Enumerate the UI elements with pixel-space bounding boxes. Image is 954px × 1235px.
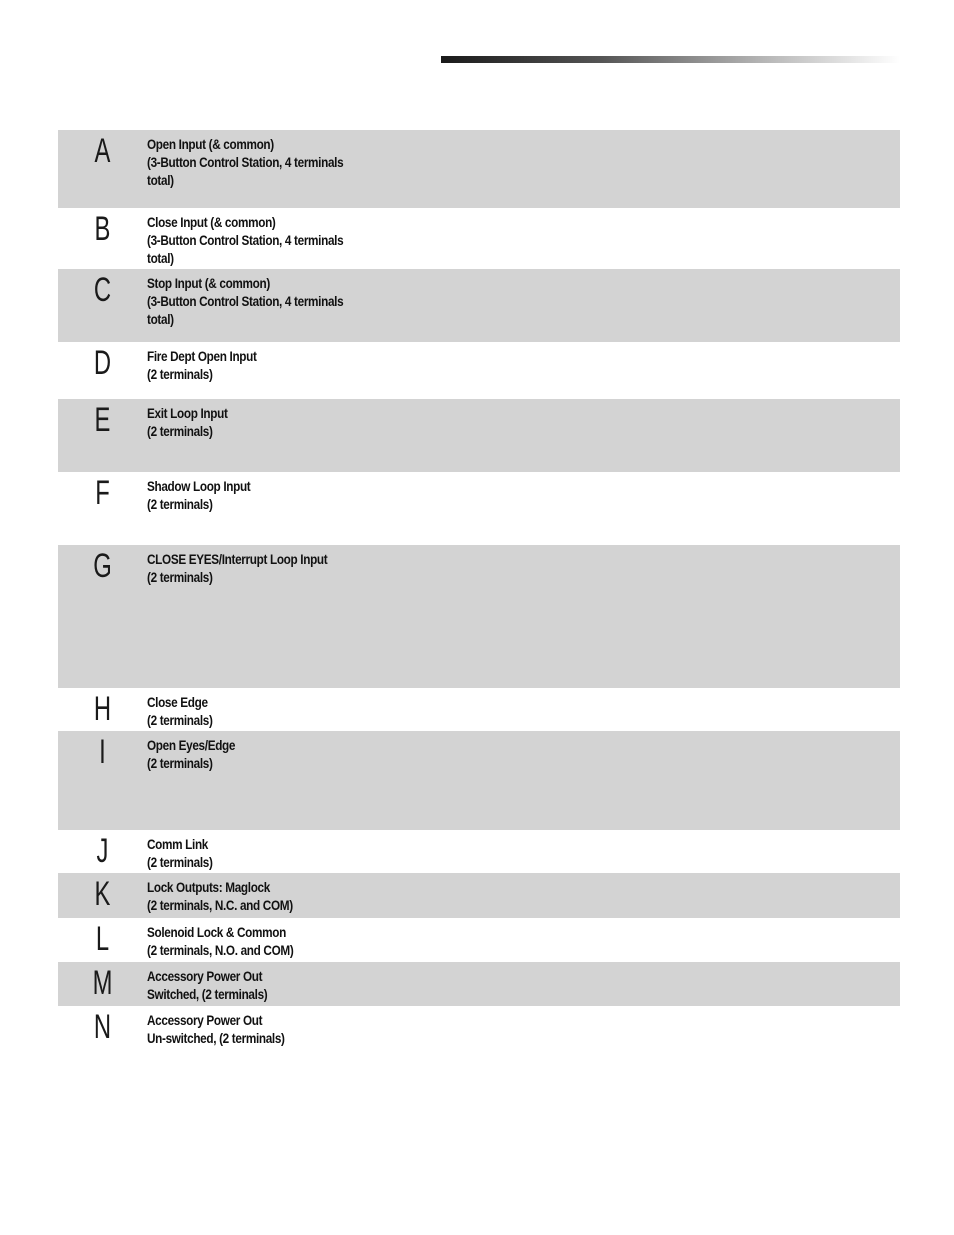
table-row (58, 962, 900, 1006)
description-line: Comm Link (147, 836, 209, 852)
row-letter: E (94, 401, 111, 439)
table-row (58, 688, 900, 731)
row-letter: J (96, 832, 109, 870)
description-line: Switched, (2 terminals) (147, 986, 268, 1002)
description-line: (2 terminals) (147, 755, 213, 771)
description-line: Open Input (& common) (147, 136, 274, 152)
header-gradient-bar (441, 56, 900, 63)
row-letter: I (99, 733, 106, 771)
description-line: Fire Dept Open Input (147, 348, 257, 364)
description-line: Solenoid Lock & Common (147, 924, 286, 940)
row-description (147, 208, 780, 267)
row-description (147, 873, 780, 914)
description-line: (2 terminals) (147, 423, 213, 439)
table-row (58, 130, 900, 208)
table-row (58, 269, 900, 342)
table-row (58, 399, 900, 472)
row-letter: B (94, 210, 111, 248)
row-letter: K (94, 875, 111, 913)
row-letter: F (95, 474, 110, 512)
description-line: (2 terminals, N.C. and COM) (147, 897, 293, 913)
table-row (58, 472, 900, 545)
row-description (147, 472, 780, 513)
description-line: Accessory Power Out (147, 1012, 263, 1028)
row-description (147, 830, 780, 871)
table-row (58, 545, 900, 688)
description-line: (2 terminals) (147, 854, 213, 870)
description-line: Lock Outputs: Maglock (147, 879, 270, 895)
row-description (147, 269, 780, 328)
row-letter: L (95, 920, 110, 958)
row-letter: H (93, 690, 112, 728)
row-description (147, 399, 780, 440)
row-description (147, 545, 780, 586)
description-line: total) (147, 311, 174, 327)
row-letter: M (92, 964, 113, 1002)
row-description (147, 731, 780, 772)
row-letter: A (94, 132, 111, 170)
row-letter: N (93, 1008, 112, 1046)
description-line: Close Edge (147, 694, 208, 710)
row-description (147, 130, 780, 189)
row-description (147, 688, 780, 729)
row-description (147, 962, 780, 1003)
description-line: (2 terminals, N.O. and COM) (147, 942, 294, 958)
description-line: (2 terminals) (147, 569, 213, 585)
row-letter: D (93, 344, 112, 382)
table-row (58, 208, 900, 269)
description-line: Stop Input (& common) (147, 275, 270, 291)
description-line: total) (147, 172, 174, 188)
description-line: (3-Button Control Station, 4 terminals (147, 232, 344, 248)
description-line: total) (147, 250, 174, 266)
description-line: (2 terminals) (147, 496, 213, 512)
table-row (58, 830, 900, 873)
terminal-table (58, 130, 900, 1050)
description-line: Accessory Power Out (147, 968, 263, 984)
description-line: Un-switched, (2 terminals) (147, 1030, 285, 1046)
table-row (58, 342, 900, 399)
row-description (147, 918, 780, 959)
description-line: Close Input (& common) (147, 214, 276, 230)
description-line: Open Eyes/Edge (147, 737, 236, 753)
row-letter: G (93, 547, 112, 585)
table-row (58, 873, 900, 918)
description-line: (2 terminals) (147, 712, 213, 728)
description-line: (3-Button Control Station, 4 terminals (147, 154, 344, 170)
description-line: CLOSE EYES/Interrupt Loop Input (147, 551, 328, 567)
table-row (58, 1006, 900, 1050)
table-row (58, 918, 900, 962)
description-line: (3-Button Control Station, 4 terminals (147, 293, 344, 309)
description-line: Shadow Loop Input (147, 478, 251, 494)
row-description (147, 1006, 780, 1047)
description-line: Exit Loop Input (147, 405, 228, 421)
table-row (58, 731, 900, 830)
row-letter: C (93, 271, 112, 309)
description-line: (2 terminals) (147, 366, 213, 382)
row-description (147, 342, 780, 383)
